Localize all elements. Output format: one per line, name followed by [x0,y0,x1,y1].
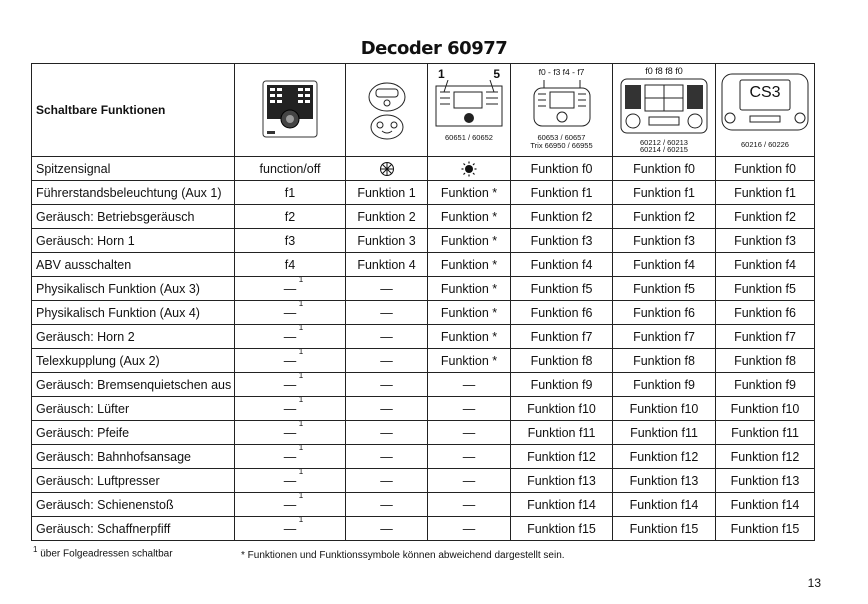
table-row [32,397,815,421]
header-remote [346,64,428,157]
cell-value: f1 [284,185,296,200]
cell-c6 [613,325,716,349]
mobile-station-icon [257,77,323,143]
cell-c2 [235,445,346,469]
cell-value: Funktion f7 [530,329,593,344]
function-table [31,63,815,541]
cell-value: — [380,401,393,416]
footnote-ref: 1 [298,300,304,308]
cell-value: Funktion f9 [734,377,796,392]
cell-value: Funktion * [440,281,498,296]
cell-c5 [511,469,613,493]
cell-c5 [511,493,613,517]
table-row [32,229,815,253]
cell-value: — [283,425,297,440]
header-digit-right: 5 [493,67,500,81]
cell-c6 [613,469,716,493]
mobile-station-2-icon [530,80,594,132]
cell-c7 [716,157,815,181]
cell-value: — [462,473,476,488]
header-model-7: 60216 / 60226 [741,140,789,149]
central-station-2-icon [619,77,709,137]
table-row [32,421,815,445]
function-name: Geräusch: Schaffnerpfiff [36,521,171,536]
header-model-5b: Trix 66950 / 66955 [530,141,593,150]
cell-value: Funktion f3 [633,233,695,248]
function-name-cell [32,493,235,517]
cell-value: — [380,521,393,536]
cell-c4 [428,373,511,397]
header-central-station-2 [613,64,716,157]
cell-value: Funktion 3 [357,233,416,248]
cell-value: — [462,401,476,416]
cell-value: Funktion f11 [630,425,698,440]
cell-value: Funktion f0 [530,161,593,176]
function-name-cell [32,325,235,349]
cell-c7 [716,205,815,229]
footnote-ref: 1 [298,444,304,452]
cell-c4 [428,277,511,301]
cell-value: Funktion f13 [527,473,596,488]
table-row [32,181,815,205]
cell-c2 [235,493,346,517]
cell-value: function/off [259,161,321,176]
cs3-screen-text: CS3 [749,84,781,101]
cell-value: Funktion f2 [734,209,796,224]
table-row [32,301,815,325]
table-row [32,349,815,373]
cell-c3 [346,229,428,253]
cell-c2 [235,325,346,349]
cell-value: Funktion f12 [527,449,596,464]
cell-value: — [283,497,297,512]
cell-value: — [283,353,297,368]
cell-c6 [613,181,716,205]
header-model-5a: 60653 / 60657 [537,133,586,142]
cell-c5 [511,373,613,397]
function-name: Geräusch: Pfeife [36,425,130,440]
cell-c5 [511,277,613,301]
cell-c5 [511,181,613,205]
cell-c6 [613,229,716,253]
cell-c2 [235,349,346,373]
function-name-cell [32,253,235,277]
footnote-ref: 1 [298,276,304,284]
cell-value: Funktion f14 [527,497,596,512]
cell-value: Funktion 1 [357,185,416,200]
cell-c5 [511,157,613,181]
footnote-ref: 1 [298,468,304,476]
cell-value: Funktion f3 [530,233,593,248]
cell-value: Funktion f2 [530,209,593,224]
footnote-ref: 1 [298,420,304,428]
cell-value: Funktion f1 [530,185,593,200]
cell-c4 [428,205,511,229]
cell-c4 [428,469,511,493]
cell-value: — [380,425,393,440]
cell-c4 [428,397,511,421]
cell-value: f3 [284,233,296,248]
function-name-cell [32,373,235,397]
cell-value: Funktion 4 [357,257,416,272]
cell-value: — [283,377,297,392]
cell-c7 [716,181,815,205]
header-digit-left: 1 [438,67,445,81]
header-mobile-station-1 [428,64,511,157]
cell-c2 [235,277,346,301]
cell-c7 [716,493,815,517]
cell-value: — [380,329,393,344]
cell-value: — [283,401,297,416]
cell-c7 [716,277,815,301]
cell-value: Funktion * [440,353,498,368]
cell-value: Funktion f0 [734,161,796,176]
central-station-3-icon [720,72,810,134]
cell-c7 [716,325,815,349]
cell-value: Funktion f11 [527,425,596,440]
table-row [32,517,815,541]
cell-c2 [235,373,346,397]
function-name-cell [32,277,235,301]
header-fn-range-6: f0 f8 f8 f0 [645,66,683,76]
footnote-ref: 1 [298,396,304,404]
function-name-cell [32,469,235,493]
cell-c3 [346,373,428,397]
header-row [32,64,815,157]
cell-value: — [462,497,476,512]
cell-c7 [716,349,815,373]
header-label-cell [32,64,235,157]
cell-value: Funktion f5 [734,281,796,296]
cell-value: Funktion f12 [730,449,800,464]
cell-value: Funktion f10 [527,401,596,416]
cell-value: Funktion f5 [530,281,593,296]
cell-value: — [283,521,297,536]
cell-c2 [235,157,346,181]
cell-c4 [428,157,511,181]
cell-c3 [346,181,428,205]
footnote-ref: 1 [298,324,304,332]
cell-c6 [613,277,716,301]
cell-c6 [613,205,716,229]
function-name: Physikalisch Funktion (Aux 4) [36,305,200,320]
cell-value: Funktion f9 [633,377,695,392]
function-name-cell [32,205,235,229]
cell-value: — [462,521,476,536]
cell-value: Funktion f5 [633,281,695,296]
cell-value: Funktion f2 [633,209,695,224]
function-name-cell [32,445,235,469]
function-name: Geräusch: Luftpresser [36,473,160,488]
header-label: Schaltbare Funktionen [36,103,166,117]
cell-c2 [235,205,346,229]
function-name: Geräusch: Lüfter [36,401,130,416]
function-name-cell [32,229,235,253]
table-row [32,493,815,517]
cell-c7 [716,253,815,277]
cell-c4 [428,181,511,205]
cell-c3 [346,277,428,301]
table-row [32,277,815,301]
cell-c5 [511,301,613,325]
cell-value: Funktion * [440,185,498,200]
cell-value: — [462,449,476,464]
cell-c2 [235,517,346,541]
cell-c3 [346,205,428,229]
footnote-ref: 1 [298,516,304,524]
cell-value: Funktion f8 [633,353,695,368]
cell-c6 [613,421,716,445]
cell-value: — [380,497,393,512]
cell-value: f4 [284,257,296,272]
cell-value: Funktion f15 [527,521,596,536]
cell-value: — [380,449,393,464]
cell-c7 [716,469,815,493]
cell-value: — [283,305,297,320]
cell-value: Funktion f10 [629,401,699,416]
cell-c7 [716,373,815,397]
function-name: Geräusch: Horn 1 [36,233,135,248]
cell-c3 [346,421,428,445]
cell-value: Funktion f6 [633,305,695,320]
cell-c5 [511,325,613,349]
cell-c7 [716,421,815,445]
cell-value: — [380,353,393,368]
function-name: Geräusch: Betriebsgeräusch [36,209,195,224]
cell-c4 [428,253,511,277]
cell-c6 [613,373,716,397]
function-name-cell [32,157,235,181]
cell-c2 [235,229,346,253]
cell-c5 [511,349,613,373]
cell-c4 [428,421,511,445]
cell-c5 [511,397,613,421]
cell-c5 [511,445,613,469]
cell-value: Funktion f1 [633,185,695,200]
function-name-cell [32,517,235,541]
cell-c3 [346,253,428,277]
mobile-station-1-icon [434,80,504,130]
function-name: Geräusch: Schienenstoß [36,497,174,512]
cell-c6 [613,301,716,325]
footnote-1: $^1$ über Folgeadressen schaltbar [33,545,173,560]
cell-value: Funktion * [440,209,498,224]
function-name: Geräusch: Bremsenquietschen aus [36,377,232,392]
cell-value: — [380,281,393,296]
cell-value: Funktion f1 [734,185,796,200]
header-central-station-3 [716,64,815,157]
header-model-6a: 60212 / 60213 [640,138,688,147]
cell-c3 [346,493,428,517]
cell-c6 [613,253,716,277]
cell-c4 [428,517,511,541]
cell-value: — [283,449,297,464]
footnote-star: * Funktionen und Funktionssymbole können abweichend dargestellt sein. [241,550,565,561]
cell-value: Funktion f8 [734,353,796,368]
cell-value: Funktion * [440,305,498,320]
header-mobile-station-2 [511,64,613,157]
table-row [32,253,815,277]
cell-value: Funktion f10 [730,401,800,416]
cell-c6 [613,349,716,373]
function-name-cell [32,181,235,205]
cell-value: Funktion f6 [530,305,593,320]
headlight-icon [379,161,395,177]
function-name-cell [32,421,235,445]
cell-c5 [511,421,613,445]
header-model-4: 60651 / 60652 [445,133,493,142]
cell-c2 [235,253,346,277]
cell-value: Funktion f14 [730,497,800,512]
cell-c3 [346,445,428,469]
cell-c6 [613,397,716,421]
cell-c3 [346,397,428,421]
cell-c3 [346,325,428,349]
function-name: Führerstandsbeleuchtung (Aux 1) [36,185,222,200]
table-row [32,325,815,349]
function-name-cell [32,397,235,421]
cell-c6 [613,445,716,469]
cell-c3 [346,349,428,373]
ir-remote-icon [362,75,412,145]
cell-value: — [462,425,476,440]
cell-c3 [346,517,428,541]
table-row [32,373,815,397]
cell-value: Funktion * [440,329,498,344]
table-row [32,157,815,181]
cell-value: Funktion f15 [730,521,800,536]
cell-value: f2 [284,209,296,224]
cell-value: Funktion f13 [730,473,800,488]
cell-value: Funktion f3 [734,233,796,248]
footnote-ref: 1 [298,372,304,380]
function-name: Telexkupplung (Aux 2) [36,353,160,368]
cell-c5 [511,253,613,277]
cell-value: Funktion * [440,233,498,248]
cell-value: Funktion f4 [734,257,796,272]
page-title: Decoder 60977 [360,38,508,59]
cell-value: Funktion f15 [629,521,699,536]
cell-value: Funktion f7 [734,329,796,344]
cell-c6 [613,493,716,517]
function-name: Geräusch: Horn 2 [36,329,135,344]
cell-c4 [428,325,511,349]
header-model-6b: 60214 / 60215 [640,145,688,154]
function-name-cell [32,349,235,373]
cell-value: — [380,377,393,392]
cell-value: Funktion f0 [633,161,695,176]
page-number: 13 [807,576,821,590]
cell-value: Funktion f13 [629,473,699,488]
cell-c7 [716,229,815,253]
cell-c7 [716,445,815,469]
function-name: Physikalisch Funktion (Aux 3) [36,281,200,296]
cell-c4 [428,493,511,517]
cell-c4 [428,301,511,325]
function-name: Spitzensignal [36,161,111,176]
cell-c7 [716,517,815,541]
cell-c4 [428,349,511,373]
cell-c5 [511,517,613,541]
cell-c2 [235,421,346,445]
cell-c5 [511,229,613,253]
cell-c3 [346,157,428,181]
cell-value: Funktion f6 [734,305,796,320]
cell-c2 [235,181,346,205]
footnote-ref: 1 [298,492,304,500]
cell-c3 [346,469,428,493]
function-name: Geräusch: Bahnhofsansage [36,449,191,464]
cell-c3 [346,301,428,325]
function-name: ABV ausschalten [36,257,132,272]
cell-value: Funktion f11 [731,425,799,440]
function-name-cell [32,301,235,325]
cell-value: Funktion 2 [357,209,416,224]
table-row [32,205,815,229]
light-bulb-icon [461,161,477,177]
table-row [32,445,815,469]
header-fn-range-5: f0 - f3 f4 - f7 [538,67,585,77]
footnote-ref: 1 [298,348,304,356]
cell-c7 [716,397,815,421]
cell-value: — [380,305,393,320]
cell-c6 [613,157,716,181]
cell-c2 [235,469,346,493]
cell-c7 [716,301,815,325]
cell-value: — [283,329,297,344]
cell-value: — [380,473,393,488]
cell-value: Funktion f8 [530,353,593,368]
header-controller-digital [235,64,346,157]
cell-c4 [428,445,511,469]
cell-c4 [428,229,511,253]
cell-c2 [235,397,346,421]
cell-c5 [511,205,613,229]
cell-c2 [235,301,346,325]
cell-value: Funktion f9 [530,377,593,392]
cell-value: Funktion f12 [629,449,699,464]
cell-value: Funktion f14 [629,497,699,512]
cell-value: — [462,377,476,392]
cell-value: Funktion f4 [530,257,593,272]
cell-value: Funktion f4 [633,257,695,272]
cell-value: Funktion f7 [633,329,695,344]
cell-c6 [613,517,716,541]
cell-value: Funktion * [440,257,498,272]
table-row [32,469,815,493]
cell-value: — [283,473,297,488]
cell-value: — [283,281,297,296]
